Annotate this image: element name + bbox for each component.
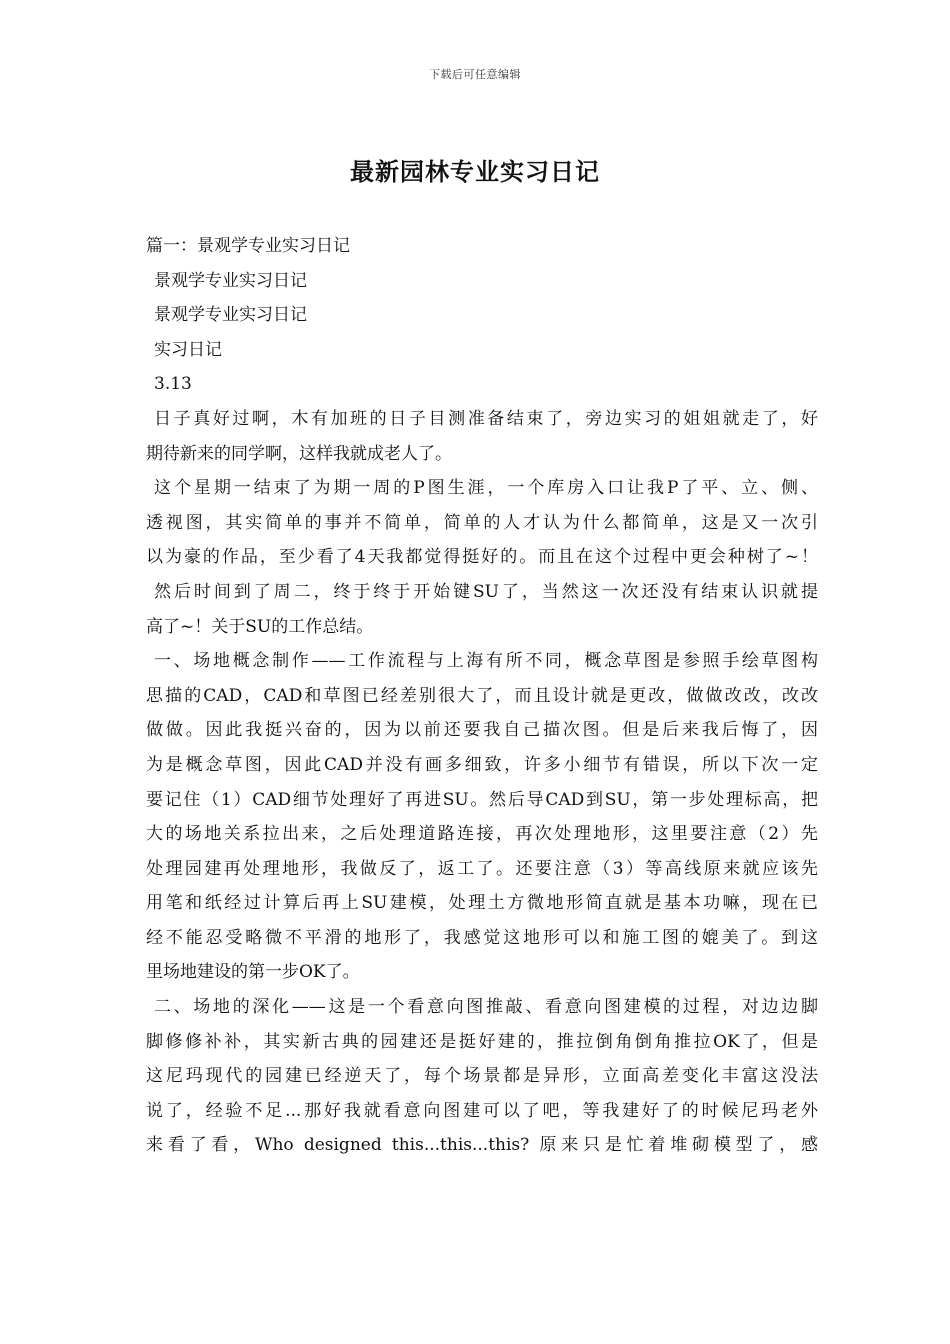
text-line: 为是概念草图，因此CAD并没有画多细致，许多小细节有错误，所以下次一定 [146, 754, 818, 775]
text-line: 来看了看，Who designed this...this...this? 原来只是忙着堆砌模型了，感 [146, 1135, 818, 1156]
text-line: 然后时间到了周二，终于终于开始键SU了，当然这一次还没有结束认识就提 [154, 581, 818, 602]
text-line: 期待新来的同学啊，这样我就成老人了。 [146, 443, 452, 464]
text-line: 大的场地关系拉出来，之后处理道路连接，再次处理地形，这里要注意（2）先 [146, 824, 818, 845]
text-line: 二、场地的深化——这是一个看意向图推敲、看意向图建模的过程，对边边脚 [154, 997, 818, 1018]
text-line: 要记住（1）CAD细节处理好了再进SU。然后导CAD到SU，第一步处理标高，把 [146, 789, 818, 810]
date-line: 3.13 [154, 374, 192, 395]
text-line: 经不能忍受略微不平滑的地形了，我感觉这地形可以和施工图的媲美了。到这 [146, 927, 818, 948]
text-line: 以为豪的作品，至少看了4天我都觉得挺好的。而且在这个过程中更会种树了~！ [146, 547, 818, 568]
text-line: 这尼玛现代的园建已经逆天了，每个场景都是异形，立面高差变化丰富这没法 [146, 1066, 818, 1087]
text-line: 景观学专业实习日记 [154, 270, 307, 291]
text-line: 思描的CAD，CAD和草图已经差别很大了，而且设计就是更改，做做改改，改改 [146, 685, 818, 706]
document-title: 最新园林专业实习日记 [350, 157, 600, 186]
text-line: 处理园建再处理地形，我做反了，返工了。还要注意（3）等高线原来就应该先 [146, 858, 818, 879]
text-line: 高了~！关于SU的工作总结。 [146, 616, 374, 637]
text-line: 实习日记 [154, 339, 222, 360]
text-line: 这个星期一结束了为期一周的P图生涯，一个库房入口让我P了平、立、侧、 [154, 478, 818, 499]
page-header-note: 下载后可任意编辑 [429, 68, 521, 81]
section-heading: 篇一：景观学专业实习日记 [146, 236, 350, 256]
text-line: 说了，经验不足...那好我就看意向图建可以了吧，等我建好了的时候尼玛老外 [146, 1100, 818, 1121]
text-line: 日子真好过啊，木有加班的日子目测准备结束了，旁边实习的姐姐就走了，好 [154, 408, 818, 429]
text-line: 一、场地概念制作——工作流程与上海有所不同，概念草图是参照手绘草图构 [154, 651, 818, 672]
text-line: 透视图，其实简单的事并不简单，简单的人才认为什么都简单，这是又一次引 [146, 512, 818, 533]
text-line: 做做。因此我挺兴奋的，因为以前还要我自己描次图。但是后来我后悔了，因 [146, 720, 818, 741]
text-line: 用笔和纸经过计算后再上SU建模，处理土方微地形简直就是基本功嘛，现在已 [146, 893, 818, 914]
document-body [146, 229, 818, 1163]
text-line: 里场地建设的第一步OK了。 [146, 962, 360, 983]
text-line: 景观学专业实习日记 [154, 305, 307, 326]
text-line: 脚修修补补，其实新古典的园建还是挺好建的，推拉倒角倒角推拉OK了，但是 [146, 1031, 818, 1052]
